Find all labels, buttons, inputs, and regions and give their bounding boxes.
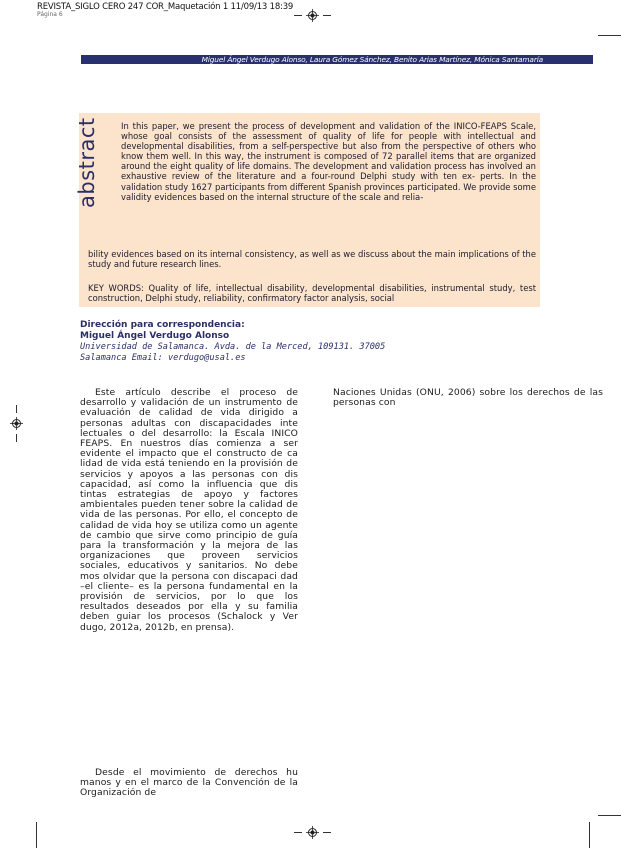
registration-mark-left-icon [10,417,23,430]
slug-line: REVISTA_SIGLO CERO 247 COR_Maquetación 1 11/09/13 18:39 [37,2,294,12]
correspondence-block [80,320,385,364]
body-column-right [333,388,603,408]
body-paragraph: Este artículo describe el proceso de desarrollo y validación de un instrumento de evaluación de calidad de vida dirigido a personas adultas con discapacidades inte lectuales o del desarrollo: la Escala INICO FEAPS. En nuestros días comienza a ser evidente el impacto que el constructo de ca lidad de vida está teniendo en la provisión de servicios y apoyos a las personas con dis capacidad, así como la influencia que dis tintas estrategias de apoyo y factores ambientales pueden tener sobre la calidad de vida de las personas. Por ello, el concepto de calidad de vida hoy se utiliza como un agente de cambio que sirve como principio de guía para la transformación y la mejora de las organizaciones que proveen servicios sociales, educativos y sanitarios. No debe mos olvidar que la persona con discapaci dad –el cliente– es la persona fundamental en la provisión de servicios, por lo que los resultados deseados por ella y su familia deben guiar los procesos (Schalock y Ver dugo, 2012a, 2012b, en prensa). [80,387,298,633]
crop-mark [598,35,621,36]
crop-mark [294,15,302,16]
abstract-label: abstract [75,117,99,208]
body-column-left-second [80,768,298,799]
body-paragraph: Desde el movimiento de derechos hu manos y en el marco de la Convención de la Organización de [80,767,298,799]
keywords: KEY WORDS: Quality of life, intellectual disability, developmental disabilities, instrumental study, test construction, Delphi study, reliability, confirmatory factor analysis, social [88,283,536,304]
correspondence-heading: Dirección para correspondencia: [80,320,245,330]
registration-mark-bottom-icon [306,826,319,839]
body-column-left [80,388,298,633]
authors-header-bar: Miguel Ángel Verdugo Alonso, Laura Gómez Sánchez, Benito Arias Martínez, Mónica Santamaría [81,55,593,64]
crop-mark [16,434,17,442]
correspondence-email: Salamanca Email: verdugo@usal.es [80,353,246,363]
correspondence-address: Universidad de Salamanca. Avda. de la Merced, 109131. 37005 [80,342,386,352]
abstract-text: In this paper, we present the process of development and validation of the INICO-FEAPS Scale, whose goal consists of the assessment of quality of life for people with intellectual and developmental disabilities, from a self-perspective but also from the perspective of others who know them well. In this way, the instrument is composed of 72 parallel items that are organized around the eight quality of life domains. The development and validation process has involved an exhaustive review of the literature and a four-round Delphi study with ten ex- perts. In the validation study 1627 participants from different Spanish provinces participated. We provide some validity evidences based on the internal structure of the scale and relia- [121,121,536,202]
crop-mark [294,832,302,833]
abstract-text-continued: bility evidences based on its internal consistency, as well as we discuss about the main implications of the study and future research lines. [88,249,536,270]
crop-mark [36,822,37,848]
crop-mark [323,832,331,833]
crop-mark [323,15,331,16]
crop-mark [598,815,621,816]
crop-mark [16,405,17,413]
body-paragraph: Naciones Unidas (ONU, 2006) sobre los derechos de las personas con [333,387,603,409]
correspondence-name: Miguel Ángel Verdugo Alonso [80,331,230,341]
crop-mark [589,822,590,848]
slug-page: Página 6 [37,11,63,18]
registration-mark-top-icon [306,9,319,22]
